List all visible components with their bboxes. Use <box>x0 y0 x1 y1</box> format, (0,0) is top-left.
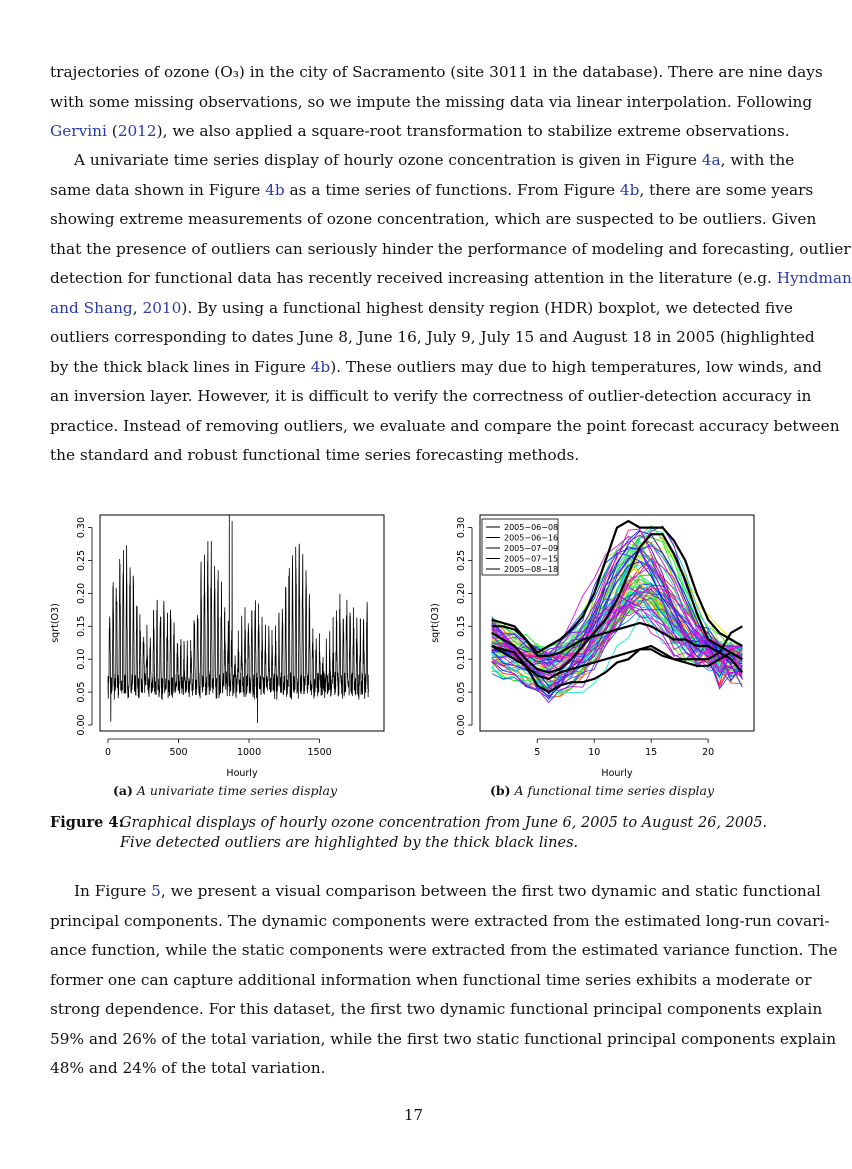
para2-line-2: same data shown in Figure 4b as a time series of functions. From Figure 4b, there are some years <box>50 180 814 199</box>
para2-line-8: by the thick black lines in Figure 4b). These outliers may due to high temperatures, low winds, and <box>50 357 822 376</box>
figure-caption-label: Figure 4: <box>50 814 124 831</box>
legend-label: 2005−07−15 <box>504 554 559 564</box>
subcaption-b <box>437 783 767 798</box>
subcaption-b-text: A functional time series display <box>514 783 715 798</box>
subcaption-b-label: (b) <box>489 783 511 798</box>
x-tick-label: 500 <box>169 747 188 758</box>
para3-line-3: ance function, while the static components were extracted from the estimated variance function. The <box>50 941 838 959</box>
x-tick-label: 20 <box>702 747 715 758</box>
x-tick-label: 10 <box>588 747 601 758</box>
y-tick-label: 0.15 <box>456 615 467 637</box>
y-tick-label: 0.05 <box>456 681 467 703</box>
chart-univariate-time-series <box>50 505 390 780</box>
para2-line-4: that the presence of outliers can seriously hinder the performance of modeling and forecasting, outlier <box>50 239 851 258</box>
subcaption-a-label: (a) <box>112 783 133 798</box>
para2-line-5: detection for functional data has recently received increasing attention in the literature (e.g. Hyndman <box>50 269 852 287</box>
paragraph-2 <box>50 146 852 471</box>
para3-line-5: strong dependence. For this dataset, the first two dynamic functional principal components explain <box>50 1000 823 1018</box>
x-tick-label: 0 <box>104 747 112 758</box>
y-tick-label: 0.15 <box>76 615 87 637</box>
y-tick-label: 0.10 <box>456 648 467 670</box>
para3-line-1: In Figure 5, we present a visual comparison between the first two dynamic and static functional <box>74 882 821 900</box>
para2-line-11: the standard and robust functional time series forecasting methods. <box>50 446 580 464</box>
para3-line-2: principal components. The dynamic components were extracted from the estimated long-run covari- <box>50 911 830 930</box>
legend-label: 2005−06−16 <box>504 533 559 543</box>
y-tick-label: 0.20 <box>456 582 467 604</box>
para1-line-3: Gervini (2012), we also applied a square-root transformation to stabilize extreme observations. <box>50 122 790 140</box>
subcaption-a-text: A univariate time series display <box>136 783 338 798</box>
para2-line-9: an inversion layer. However, it is difficult to verify the correctness of outlier-detection accuracy in <box>50 387 812 405</box>
para2-line-6: and Shang, 2010). By using a functional highest density region (HDR) boxplot, we detected five <box>50 298 793 317</box>
para3-line-7: 48% and 24% of the total variation. <box>50 1059 326 1077</box>
figure-caption-text: Graphical displays of hourly ozone concentration from June 6, 2005 to August 26, 2005. Five detected outliers are highlighted by the thick black lines. <box>120 815 768 851</box>
y-tick-label: 0.00 <box>456 714 467 736</box>
y-tick-label: 0.30 <box>76 517 87 539</box>
y-axis-label: sqrt(O3) <box>50 603 61 643</box>
y-tick-label: 0.20 <box>76 582 87 604</box>
x-tick-label: 1000 <box>236 747 262 758</box>
para1-line-1: trajectories of ozone (O₃) in the city of Sacramento (site 3011 in the database). There are nine days <box>50 63 823 81</box>
y-tick-label: 0.25 <box>456 549 467 572</box>
para1-line-2: with some missing observations, so we impute the missing data via linear interpolation. Following <box>50 92 813 111</box>
page-number: 17 <box>403 1106 424 1124</box>
x-tick-label: 15 <box>645 747 658 758</box>
para2-line-1: A univariate time series display of hourly ozone concentration is given in Figure 4a, with the <box>74 151 795 169</box>
y-tick-label: 0.05 <box>76 681 87 703</box>
legend-label: 2005−07−09 <box>504 544 559 553</box>
chart-functional-time-series <box>432 505 772 780</box>
y-tick-label: 0.00 <box>76 714 87 736</box>
subcaption-a <box>60 783 390 798</box>
para2-line-7: outliers corresponding to dates June 8, June 16, July 9, July 15 and August 18 in 2005 (highlighted <box>50 328 815 346</box>
series-line <box>108 514 369 723</box>
para3-line-6: 59% and 26% of the total variation, while the first two static functional principal components explain <box>50 1029 837 1048</box>
y-tick-label: 0.10 <box>76 648 87 670</box>
paragraph-1 <box>50 58 823 147</box>
para3-line-4: former one can capture additional information when functional time series exhibits a moderate or <box>50 970 812 989</box>
paragraph-3 <box>50 877 838 1084</box>
y-axis-label: sqrt(O3) <box>430 603 441 643</box>
y-tick-label: 0.25 <box>76 549 87 572</box>
y-tick-label: 0.30 <box>456 517 467 539</box>
para2-line-10: practice. Instead of removing outliers, we evaluate and compare the point forecast accuracy between <box>50 416 840 435</box>
x-axis-label: Hourly <box>601 768 633 779</box>
x-tick-label: 1500 <box>307 747 332 758</box>
para2-line-3: showing extreme measurements of ozone concentration, which are suspected to be outliers. Given <box>50 210 817 228</box>
legend-label: 2005−06−08 <box>504 523 559 532</box>
legend-label: 2005−08−18 <box>504 565 559 574</box>
x-tick-label: 5 <box>534 747 541 758</box>
x-axis-label: Hourly <box>226 768 258 779</box>
